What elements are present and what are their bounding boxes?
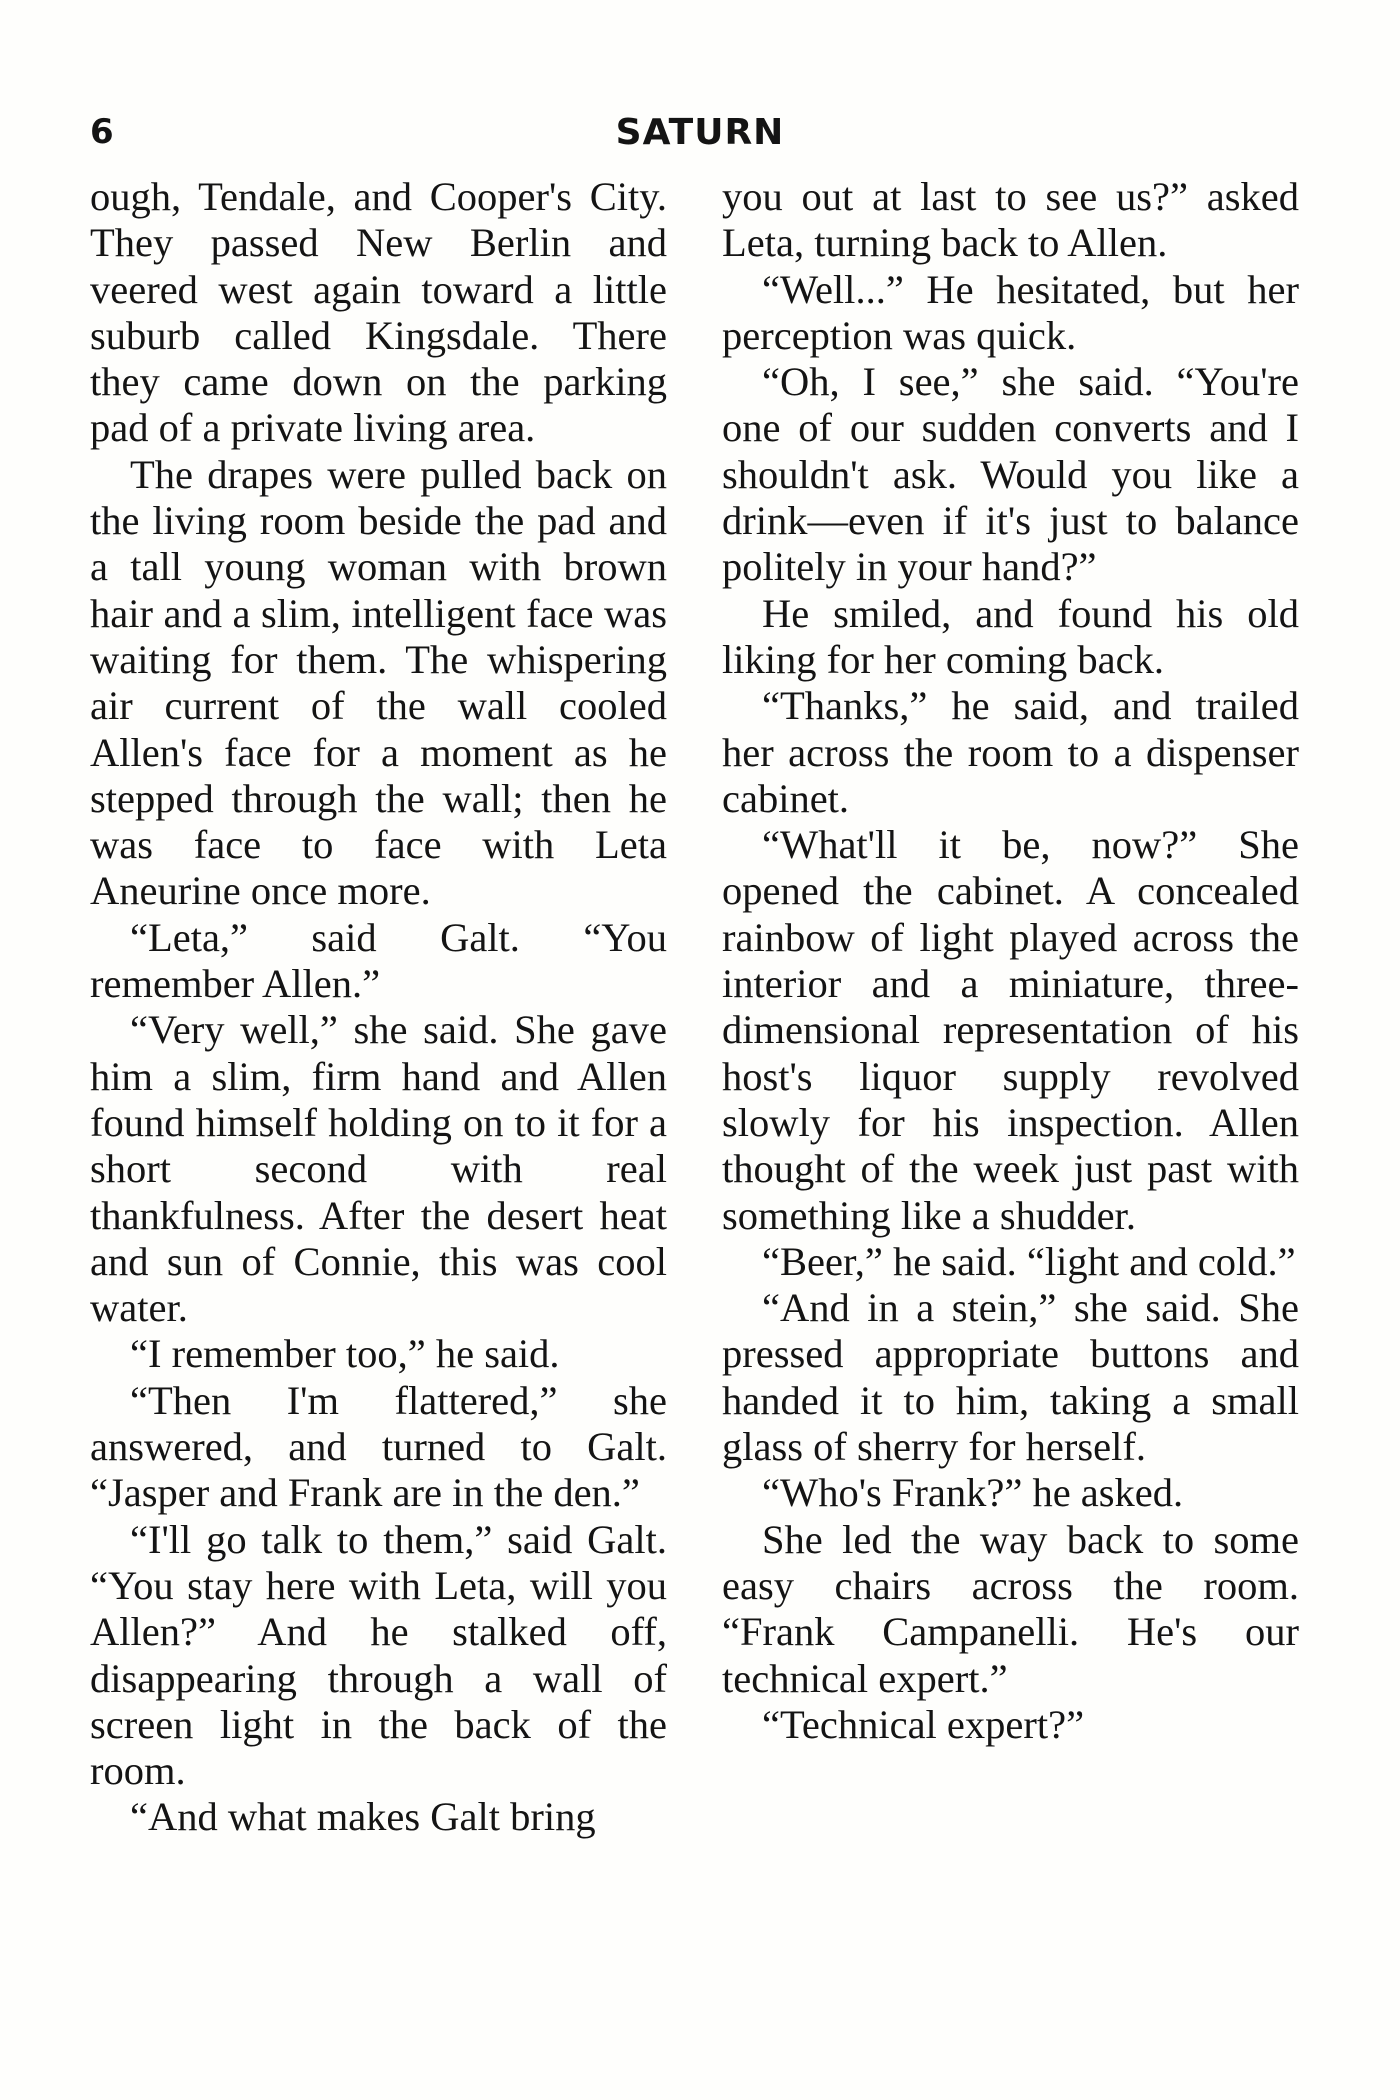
paragraph: He smiled, and found his old liking for her coming back. (722, 590, 1299, 682)
left-column (90, 174, 667, 1841)
paragraph: “Thanks,” he said, and trailed her across the room to a dispenser cabinet. (722, 683, 1299, 821)
paragraph: “Leta,” said Galt. “You remember Allen.” (90, 914, 667, 1007)
paragraph: “And what makes Galt bring (130, 1794, 596, 1840)
paragraph: “What'll it be, now?” She opened the cabinet. A concealed rainbow of light played across the interior and a miniature, three-dimensional representation of his host's liquor supply revolved slowly for his inspection. Allen thought of the week just past with something like a shudder. (722, 822, 1299, 1238)
running-title: SATURN (615, 112, 785, 153)
paragraph: “Well...” He hesitated, but her perception was quick. (722, 266, 1299, 358)
right-column (722, 174, 1299, 1748)
paragraph: “Then I'm flattered,” she answered, and turned to Galt. “Jasper and Frank are in the den.” (90, 1377, 667, 1516)
paragraph: “Beer,” he said. “light and cold.” (762, 1238, 1296, 1284)
paragraph: “Who's Frank?” he asked. (762, 1470, 1184, 1516)
page-number: 6 (90, 112, 114, 152)
paragraph: “And in a stein,” she said. She pressed appropriate buttons and handed it to him, taking a small glass of sherry for herself. (722, 1285, 1299, 1470)
paragraph: you out at last to see us?” asked Leta, turning back to Allen. (722, 174, 1299, 266)
paragraph: She led the way back to some easy chairs across the room. “Frank Campanelli. He's our technical expert.” (722, 1516, 1299, 1701)
paragraph: “I'll go talk to them,” said Galt. “You stay here with Leta, will you Allen?” And he stalked off, disappearing through a wall of screen light in the back of the room. (90, 1516, 667, 1794)
paragraph: “Very well,” she said. She gave him a slim, firm hand and Allen found himself holding on to it for a short second with real thankfulness. After the desert heat and sun of Connie, this was cool water. (90, 1007, 667, 1331)
paragraph: “Technical expert?” (762, 1701, 1085, 1747)
paragraph: ough, Tendale, and Cooper's City. They passed New Berlin and veered west again toward a little suburb called Kingsdale. There they came down on the parking pad of a private living area. (90, 174, 667, 451)
paragraph: The drapes were pulled back on the living room beside the pad and a tall young woman with brown hair and a slim, intelligent face was waiting for them. The whispering air current of the wall cooled Allen's face for a moment as he stepped through the wall; then he was face to face with Leta Aneurine once more. (90, 451, 667, 914)
paragraph: “Oh, I see,” she said. “You're one of our sudden converts and I shouldn't ask. Would you like a drink—even if it's just to balance politely in your hand?” (722, 359, 1299, 590)
paragraph: “I remember too,” he said. (130, 1331, 560, 1377)
